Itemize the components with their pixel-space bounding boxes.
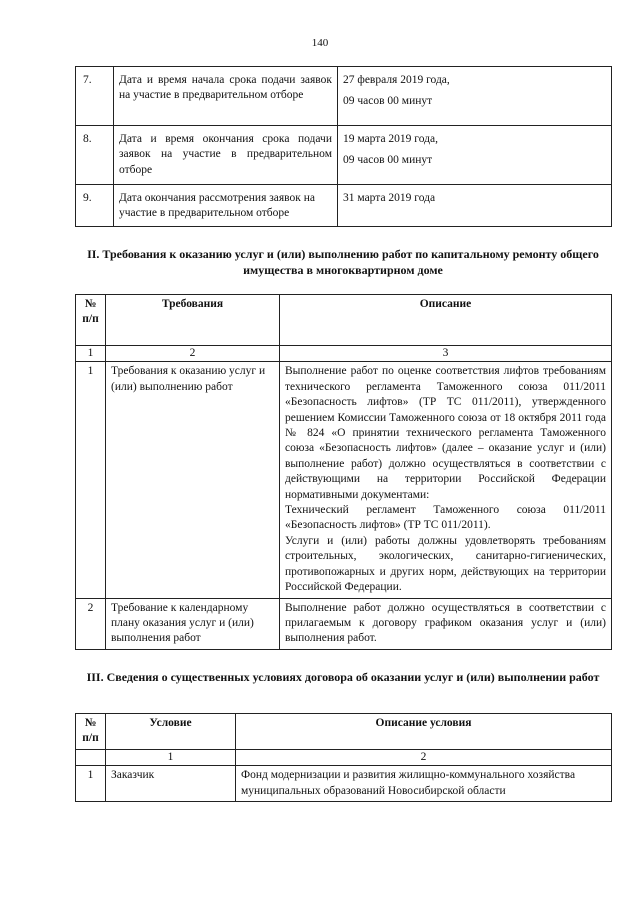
column-index <box>76 749 106 765</box>
page-number: 140 <box>311 37 329 49</box>
column-index: 1 <box>106 749 236 765</box>
row-requirement: Требование к календарному плану оказания услуг и (или) выполнения работ <box>106 598 280 649</box>
table-row <box>76 185 612 227</box>
row-label: Дата окончания рассмотрения заявок на участие в предварительном отборе <box>114 185 338 227</box>
table-row <box>76 126 612 185</box>
header-requirements: Требования <box>106 295 280 346</box>
row-description <box>280 362 612 598</box>
section-3-title: III. Сведения о существенных условиях договора об оказании услуг и (или) выполнении работ <box>86 670 600 684</box>
requirements-table <box>75 294 612 650</box>
column-index-row <box>76 346 612 362</box>
table-header-row <box>76 295 612 346</box>
row-description: Выполнение работ должно осуществляться в соответствии с прилагаемым к договору графиком оказания услуг и (или) выполнения работ. <box>280 598 612 649</box>
row-value <box>338 185 612 227</box>
column-index-row <box>76 749 612 765</box>
row-number: 9. <box>76 185 114 227</box>
table-header-row <box>76 714 612 750</box>
header-condition: Условие <box>106 714 236 750</box>
row-number: 2 <box>76 598 106 649</box>
value-date: 31 марта 2019 года <box>343 192 436 204</box>
value-time: 09 часов 00 минут <box>343 95 433 108</box>
contract-conditions-table <box>75 713 612 802</box>
row-value <box>338 67 612 126</box>
header-condition-description: Описание условия <box>236 714 612 750</box>
value-date: 27 февраля 2019 года, <box>343 74 450 86</box>
table-row <box>76 598 612 649</box>
row-condition-description: Фонд модернизации и развития жилищно-коммунального хозяйства муниципальных образований Новосибирской области <box>236 766 612 802</box>
row-number: 1 <box>76 362 106 598</box>
column-index: 1 <box>76 346 106 362</box>
column-index: 3 <box>280 346 612 362</box>
description-paragraph: Услуги и (или) работы должны удовлетворять требованиям строительных, экологических, санитарно-гигиенических, противопожарных и других норм, действующих на территории Российской Федерации. <box>285 534 606 594</box>
row-value <box>338 126 612 185</box>
row-number: 1 <box>76 766 106 802</box>
table-row <box>76 766 612 802</box>
description-paragraph: Технический регламент Таможенного союза 011/2011 «Безопасность лифтов» (ТР ТС 011/2011). <box>285 504 606 532</box>
value-time: 09 часов 00 минут <box>343 154 433 167</box>
value-date: 19 марта 2019 года, <box>343 133 438 145</box>
table-row <box>76 67 612 126</box>
column-index: 2 <box>236 749 612 765</box>
row-number: 8. <box>76 126 114 185</box>
table-row <box>76 362 612 598</box>
header-number: № п/п <box>76 295 106 346</box>
header-number: № п/п <box>76 714 106 750</box>
row-label: Дата и время окончания срока подачи заявок на участие в предварительном отборе <box>114 126 338 185</box>
header-description: Описание <box>280 295 612 346</box>
preselection-dates-table <box>75 66 612 227</box>
row-requirement: Требования к оказанию услуг и (или) выполнению работ <box>106 362 280 598</box>
row-number: 7. <box>76 67 114 126</box>
section-2-title: II. Требования к оказанию услуг и (или) выполнению работ по капитальному ремонту общего имущества в многоквартирном доме <box>87 247 599 278</box>
row-condition: Заказчик <box>106 766 236 802</box>
description-paragraph: Выполнение работ по оценке соответствия лифтов требованиям технического регламента Таможенного союза 011/2011 «Безопасность лифтов» (ТР ТС 011/2011), утвержденного решением Комиссии Таможенного союза от 18 октября 2011 года № 824 «О принятии технического регламента Таможенного союза «Безопасность лифтов» (далее – оказание услуг и (или) выполнение работ) должно осуществляться в соответствии с действующими на территории Российской Федерации нормативными документами: <box>285 365 606 501</box>
column-index: 2 <box>106 346 280 362</box>
row-label: Дата и время начала срока подачи заявок на участие в предварительном отборе <box>114 67 338 126</box>
